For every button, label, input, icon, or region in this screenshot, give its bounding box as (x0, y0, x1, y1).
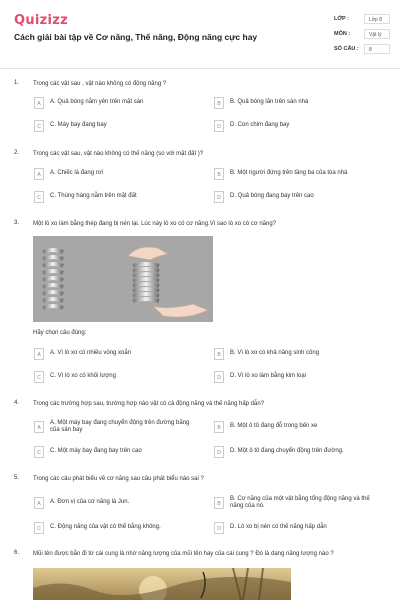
option-letter: C (34, 522, 44, 534)
option-text: B. Một người đứng trên tầng ba của tòa nhà (230, 170, 348, 176)
spring-image (33, 236, 213, 322)
question-text: Trong các vật sau , vật nào không có động năng ? (33, 81, 167, 87)
option-letter: B (214, 421, 224, 433)
question-number: 5. (14, 475, 20, 481)
grade-label: LỚP : (334, 16, 349, 22)
option-letter: B (214, 497, 224, 509)
option-text: A. Đơn vị của cơ năng là Jun. (50, 499, 130, 505)
question-count-label: SỐ CÂU : (334, 46, 359, 52)
option-text: B. Một ô tô đang đỗ trong bến xe (230, 423, 318, 429)
option-text: A. Chiếc lá đang rơi (50, 170, 103, 176)
option-text: C. Một máy bay đang bay trên cao (50, 448, 142, 454)
option-letter: A (34, 497, 44, 509)
option-letter: B (214, 97, 224, 109)
option-text: A. Một máy bay đang chuyển động trên đường băng của sân bay (50, 420, 190, 433)
option-letter: D (214, 371, 224, 383)
option-letter: A (34, 97, 44, 109)
option-letter: C (34, 120, 44, 132)
option-text: C. Động năng của vật có thể bằng không. (50, 524, 161, 530)
option-letter: A (34, 348, 44, 360)
option-letter: A (34, 421, 44, 433)
option-letter: D (214, 120, 224, 132)
option-text: B. Cơ năng của một vật bằng tổng động năng và thế năng của nó. (230, 496, 370, 509)
question-text: Trong các câu phát biểu về cơ năng sau câu phát biểu nào sai ? (33, 476, 204, 482)
question-number: 6. (14, 550, 20, 556)
option-text: D. Vì lò xo làm bằng kim loại (230, 373, 307, 379)
option-text: C. Vì lò xo có khối lượng (50, 373, 116, 379)
option-letter: B (214, 348, 224, 360)
question-text: Một lò xo làm bằng thép đang bị nén lại. Lúc này lò xo có cơ năng.Vì sao lò xo có cơ năng? (33, 221, 277, 227)
option-text: C. Máy bay đang bay (50, 122, 107, 128)
option-letter: D (214, 522, 224, 534)
question-text: Trong các vật sau, vật nào không có thế năng (so với mặt đất )? (33, 151, 204, 157)
subject-value: Vật lý (364, 29, 390, 39)
option-text: D. Con chim đang bay (230, 122, 290, 128)
option-letter: C (34, 446, 44, 458)
option-letter: D (214, 191, 224, 203)
question-text: Trong các trường hợp sau, trường hợp nào vật có cả động năng và thế năng hấp dẫn? (33, 401, 265, 407)
option-text: B. Quả bóng lăn trên sàn nhà (230, 99, 309, 105)
question-subtext: Hãy chọn câu đúng: (33, 330, 87, 336)
option-letter: B (214, 168, 224, 180)
option-letter: A (34, 168, 44, 180)
question-number: 2. (14, 150, 20, 156)
option-letter: C (34, 371, 44, 383)
quizizz-logo: Quizizz (14, 13, 69, 28)
grade-value: Lớp 8 (364, 14, 390, 24)
worksheet-header (0, 0, 400, 68)
option-letter: C (34, 191, 44, 203)
archer-image (33, 568, 291, 600)
option-text: A. Vì lò xo có nhiều vòng xoắn (50, 350, 132, 356)
question-number: 3. (14, 220, 20, 226)
option-text: D. Một ô tô đang chuyển động trên đường. (230, 448, 344, 454)
question-text: Mũi tên được bắn đi từ cái cung là nhờ năng lượng của mũi tên hay của cái cung ? Đó là dạng năng lượng nào ? (33, 551, 334, 557)
question-number: 1. (14, 80, 20, 86)
subject-label: MÔN : (334, 31, 351, 37)
question-number: 4. (14, 400, 20, 406)
header-divider (0, 68, 400, 69)
option-text: B. Vì lò xo có khả năng sinh công (230, 350, 320, 356)
option-letter: D (214, 446, 224, 458)
question-count-value: 8 (364, 44, 390, 54)
option-text: C. Thùng hàng nằm trên mặt đất (50, 193, 137, 199)
option-text: A. Quả bóng nằm yên trên mặt sàn (50, 99, 144, 105)
option-text: D. Lò xo bị nén có thế năng hấp dẫn (230, 524, 327, 530)
worksheet-title: Cách giải bài tập về Cơ năng, Thế năng, Động năng cực hay (14, 32, 258, 42)
option-text: D. Quả bóng đang bay trên cao (230, 193, 314, 199)
